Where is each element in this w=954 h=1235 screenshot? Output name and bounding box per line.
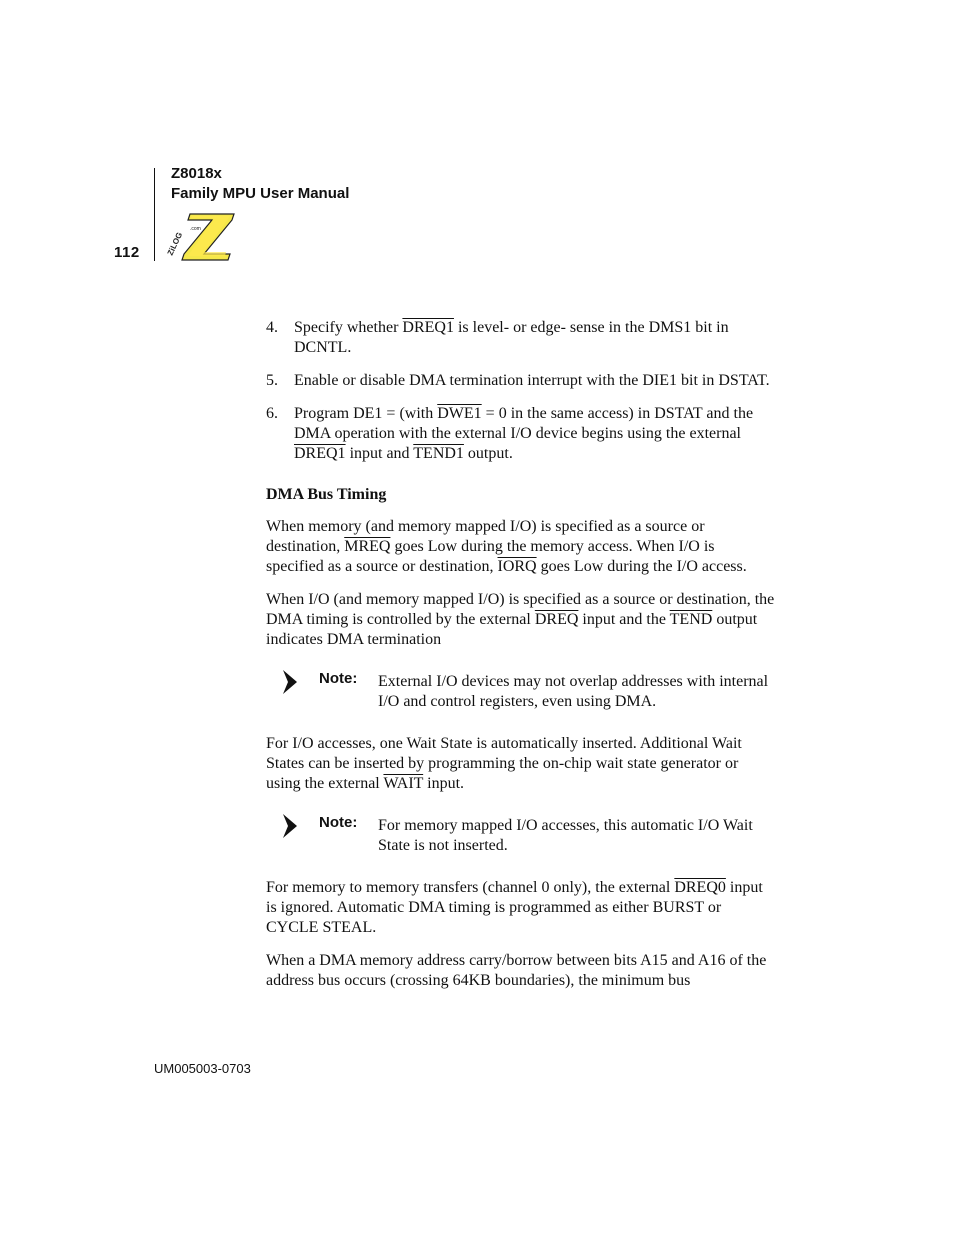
paragraph: For memory to memory transfers (channel 0 only), the external DREQ0 input is ignored. Automatic DMA timing is programmed as either BURST or CYCLE STEAL. <box>266 879 763 936</box>
paragraph: When I/O (and memory mapped I/O) is specified as a source or destination, the DMA timing is controlled by the external DREQ input and the TEND output indicates DMA termination <box>266 591 775 648</box>
signal-dreq1: DREQ1 <box>294 445 346 462</box>
list-item: 6. Program DE1 = (with DWE1 = 0 in the same access) in DSTAT and the DMA operation with the external I/O device begins using the external DREQ1 input and TEND1 output. <box>266 405 754 462</box>
note-arrow-icon <box>282 669 298 695</box>
signal-mreq: MREQ <box>344 538 391 555</box>
signal-wait: WAIT <box>383 775 424 792</box>
paragraph: When memory (and memory mapped I/O) is specified as a source or destination, MREQ goes Low during the memory access. When I/O is specified as a source or destination, IORQ goes Low during the I/O access. <box>266 518 747 575</box>
signal-dreq1: DREQ1 <box>402 319 454 336</box>
note-label: Note: <box>319 670 358 687</box>
svg-text:ZiLOG: ZiLOG <box>165 230 185 257</box>
note-arrow-icon <box>282 813 298 839</box>
list-number: 5. <box>266 372 278 389</box>
note-block <box>319 814 776 856</box>
zilog-logo-icon <box>165 208 234 262</box>
footer-doc-id: UM005003-0703 <box>154 1061 251 1076</box>
doc-subtitle: Family MPU User Manual <box>171 185 350 202</box>
signal-dreq0: DREQ0 <box>674 879 726 896</box>
signal-iorq: IORQ <box>497 558 537 575</box>
signal-dwe1: DWE1 <box>437 405 482 422</box>
note-label: Note: <box>319 814 358 831</box>
section-heading: DMA Bus Timing <box>266 486 387 503</box>
header-rule <box>154 168 155 261</box>
signal-dreq: DREQ <box>534 611 579 628</box>
note-block <box>319 670 776 712</box>
list-number: 4. <box>266 319 278 336</box>
list-number: 6. <box>266 405 278 422</box>
list-item: 5. Enable or disable DMA termination interrupt with the DIE1 bit in DSTAT. <box>266 372 770 389</box>
doc-title: Z8018x <box>171 165 222 182</box>
note-text: For memory mapped I/O accesses, this automatic I/O Wait State is not inserted. <box>378 817 753 854</box>
paragraph: For I/O accesses, one Wait State is automatically inserted. Additional Wait States can be inserted by programming the on-chip wait state generator or using the external WAIT input. <box>266 735 742 792</box>
signal-tend1: TEND1 <box>413 445 464 462</box>
page-number: 112 <box>114 244 140 261</box>
signal-tend: TEND <box>669 611 713 628</box>
list-item: 4. Specify whether DREQ1 is level- or edge- sense in the DMS1 bit in DCNTL. <box>266 319 729 356</box>
main-content <box>266 318 776 1004</box>
note-text: External I/O devices may not overlap addresses with internal I/O and control registers, even using DMA. <box>378 673 769 710</box>
svg-text:.com: .com <box>190 226 201 232</box>
paragraph: When a DMA memory address carry/borrow between bits A15 and A16 of the address bus occurs (crossing 64KB boundaries), the minimum bus <box>266 952 767 989</box>
